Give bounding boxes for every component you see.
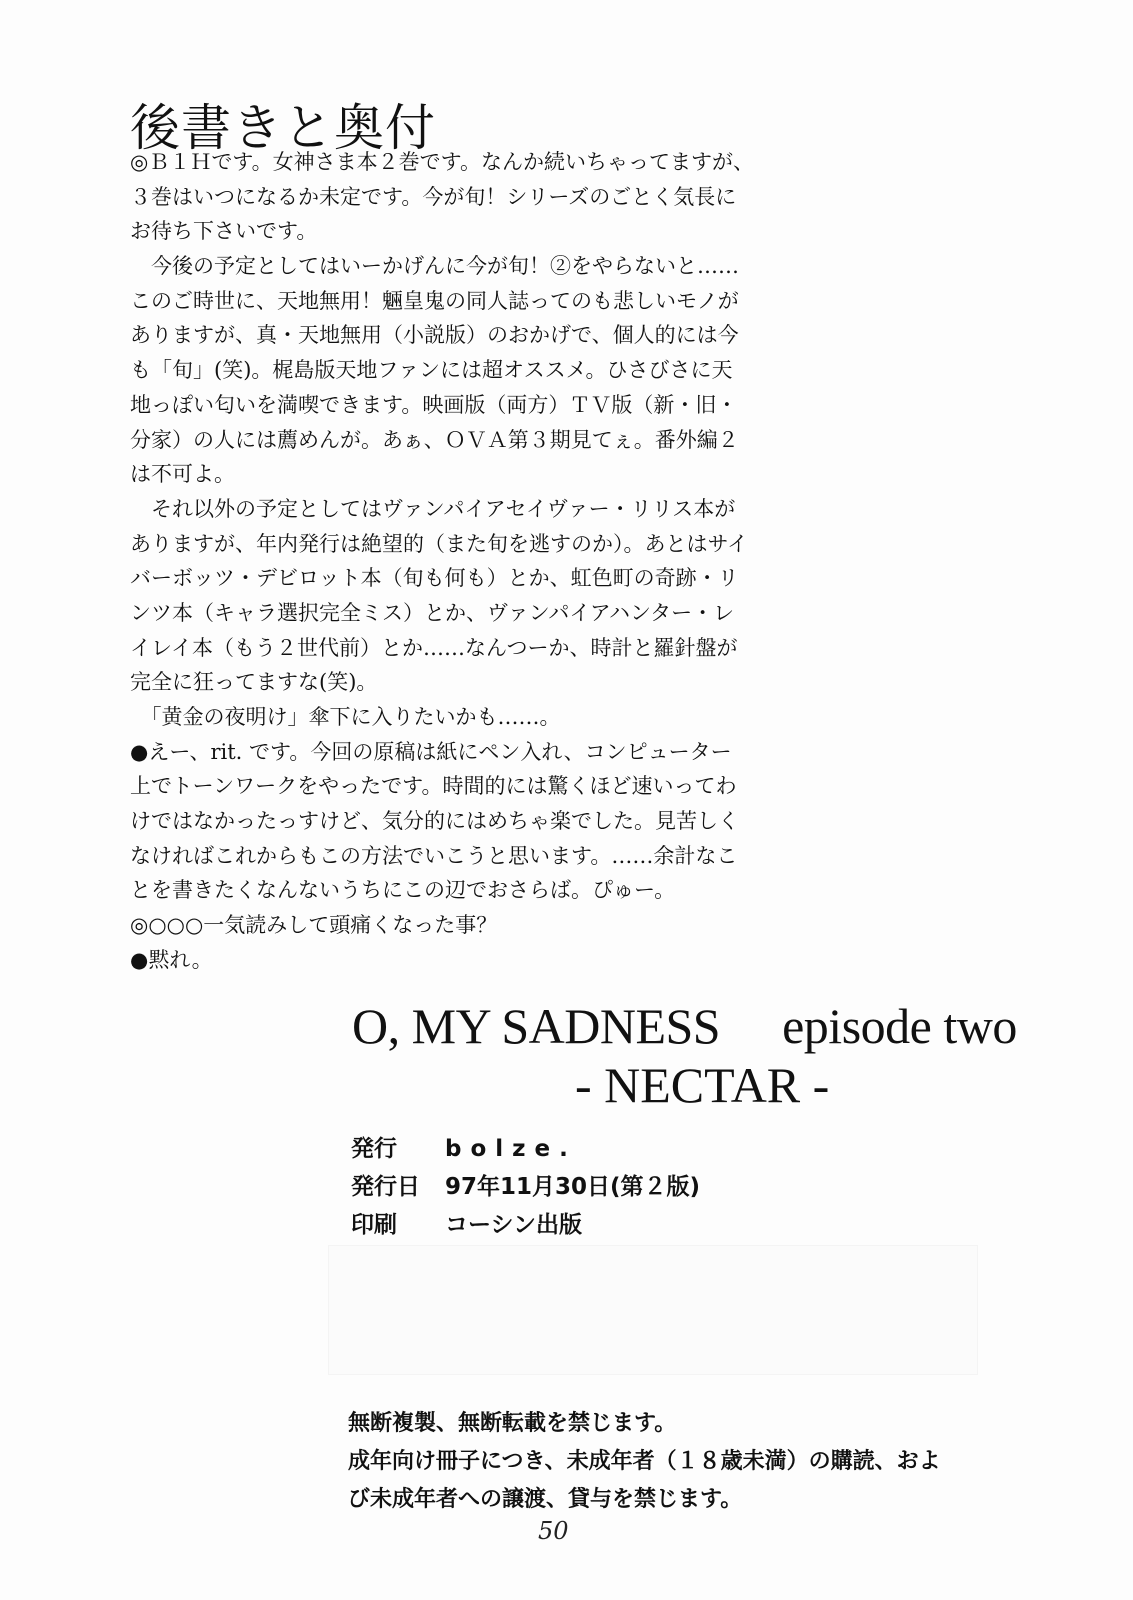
colophon-label: 発行 bbox=[351, 1136, 397, 1162]
afterword-line: ンツ本（キャラ選択完全ミス）とか、ヴァンパイアハンター・レ bbox=[130, 600, 735, 625]
page-number: 50 bbox=[538, 1517, 569, 1545]
afterword-line: ◎○○○一気読みして頭痛くなった事？ bbox=[130, 913, 498, 938]
afterword-line: このご時世に、天地無用！魎皇鬼の同人誌ってのも悲しいモノが bbox=[130, 288, 739, 313]
episode-label: episode two bbox=[782, 998, 1017, 1054]
afterword-line: ◎Ｂ１Ｈです。女神さま本２巻です。なんか続いちゃってますが、 bbox=[130, 150, 754, 174]
colophon-label: 発行日 bbox=[351, 1174, 420, 1200]
colophon-row-printer bbox=[351, 1206, 700, 1244]
colophon-row-publisher bbox=[351, 1130, 700, 1168]
afterword-text bbox=[130, 145, 790, 978]
afterword-line: は不可よ。 bbox=[130, 462, 235, 487]
afterword-line: 地っぽい匂いを満喫できます。映画版（両方）ＴＶ版（新・旧・ bbox=[130, 392, 738, 417]
colophon-value: 97年11月30日(第２版) bbox=[445, 1174, 701, 1200]
afterword-line: けではなかったっすけど、気分的にはめちゃ楽でした。見苦しく bbox=[130, 809, 739, 834]
afterword-line: なければこれからもこの方法でいこうと思います。……余計なこ bbox=[130, 843, 738, 868]
afterword-line: バーボッツ・デビロット本（旬も何も）とか、虹色町の奇跡・リ bbox=[130, 566, 739, 591]
afterword-line: ●えー、rit. です。今回の原稿は紙にペン入れ、コンピューター bbox=[130, 739, 732, 764]
afterword-line: それ以外の予定としてはヴァンパイアセイヴァー・リリス本が bbox=[130, 496, 736, 521]
afterword-line: ●黙れ。 bbox=[130, 947, 213, 972]
afterword-line: 完全に狂ってますな(笑)。 bbox=[130, 670, 378, 695]
book-title: O, MY SADNESS bbox=[352, 998, 721, 1054]
afterword-line: お待ち下さいです。 bbox=[130, 219, 318, 244]
afterword-line: 今後の予定としてはいーかげんに今が旬！②をやらないと…… bbox=[130, 254, 739, 279]
book-subtitle: - NECTAR - bbox=[575, 1057, 830, 1113]
copyright-notice bbox=[348, 1405, 941, 1519]
afterword-line: 「黄金の夜明け」傘下に入りたいかも……。 bbox=[130, 705, 561, 729]
colophon-value: コーシン出版 bbox=[445, 1212, 582, 1238]
afterword-line: 上でトーンワークをやったです。時間的には驚くほど速いってわ bbox=[130, 774, 737, 799]
afterword-line: イレイ本（もう２世代前）とか……なんつーか、時計と羅針盤が bbox=[130, 635, 738, 660]
page-heading: 後書きと奥付 bbox=[130, 98, 436, 157]
colophon-title bbox=[352, 998, 1017, 1054]
afterword-line: ３巻はいつになるか未定です。今が旬！シリーズのごとく気長に bbox=[130, 184, 737, 209]
afterword-line: ありますが、年内発行は絶望的（また旬を逃すのか）。あとはサイ bbox=[130, 531, 749, 556]
notice-line: 成年向け冊子につき、未成年者（１８歳未満）の購読、およ bbox=[348, 1449, 941, 1474]
colophon-label: 印刷 bbox=[351, 1212, 397, 1238]
notice-line: び未成年者への譲渡、貸与を禁じます。 bbox=[348, 1487, 743, 1512]
notice-line: 無断複製、無断転載を禁じます。 bbox=[348, 1411, 677, 1436]
afterword-line: も「旬」(笑)。梶島版天地ファンには超オススメ。ひさびさに天 bbox=[130, 358, 733, 383]
colophon-value: bolze. bbox=[445, 1136, 577, 1162]
afterword-line: とを書きたくなんないうちにこの辺でおさらば。ぴゅー。 bbox=[130, 878, 676, 903]
blank-area bbox=[328, 1245, 978, 1375]
colophon-info bbox=[351, 1130, 700, 1244]
afterword-line: 分家）の人には薦めんが。あぁ、ＯＶＡ第３期見てぇ。番外編２ bbox=[130, 427, 739, 452]
afterword-line: ありますが、真・天地無用（小説版）のおかげで、個人的には今 bbox=[130, 323, 739, 348]
colophon-row-date bbox=[351, 1168, 700, 1206]
